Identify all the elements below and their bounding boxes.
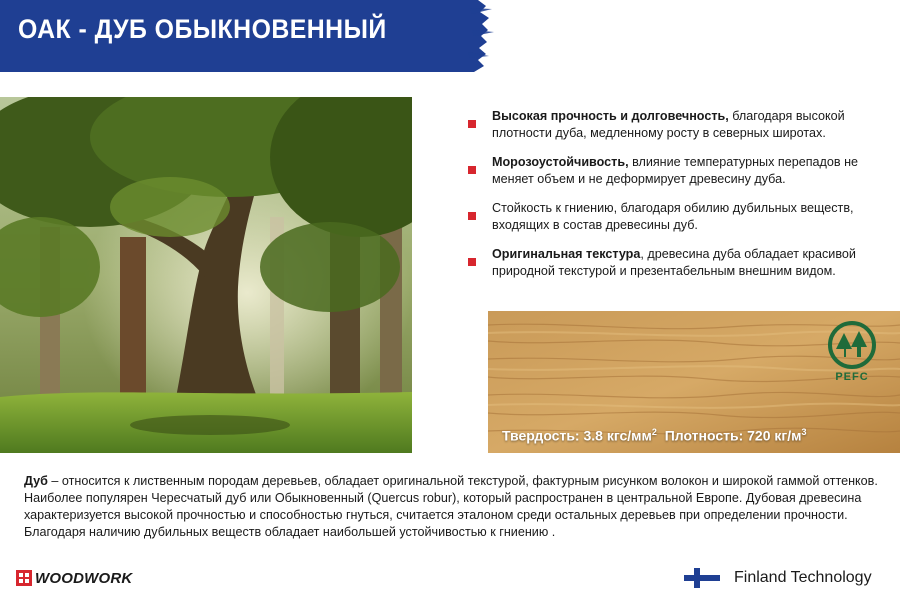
feature-title: Оригинальная текстура: [492, 247, 641, 261]
logo-text: WOODWORK: [35, 569, 133, 587]
pefc-tree-logo-icon: [824, 319, 880, 371]
oak-wood-texture-panel: [488, 311, 900, 453]
features-list: [466, 108, 896, 292]
finland-technology: [684, 567, 872, 589]
description-term: Дуб: [24, 474, 48, 488]
hardness-unit-superscript: 2: [651, 427, 657, 438]
woodwork-logo: [16, 568, 132, 588]
feature-text: Стойкость к гниению, благодаря обилию дубильных веществ, входящих в состав древесины дуб.: [492, 201, 854, 232]
red-square-bullet-icon: [468, 258, 476, 266]
feature-text: благодаря высокой плотности дуба, медленному росту в северных широтах.: [492, 109, 845, 140]
red-square-bullet-icon: [468, 166, 476, 174]
description-text: – относится к лиственным породам деревьев, обладает оригинальной текстурой, фактурным рисунком волокон и широкой гаммой оттенков. Наиболее популярен Чересчатый дуб или Обыкновенный (Quercus robur), который распространен в центральной Европе. Дубовая древесина характеризуется высокой прочностью и способностью гнуться, считается эталоном среди остальных деревьев при определении прочности. Благодаря наличию дубильных веществ обладает наибольшей устойчивостью к гниению .: [24, 474, 878, 539]
feature-item-frost-resistance: [466, 154, 896, 188]
header-banner: [0, 0, 900, 80]
oak-description: [24, 473, 884, 541]
feature-title: Высокая прочность и долговечность,: [492, 109, 729, 123]
wood-properties-caption: [502, 427, 807, 444]
density-value: Плотность: 720 кг/м: [664, 428, 802, 444]
woodwork-window-icon: [16, 570, 32, 586]
red-square-bullet-icon: [468, 120, 476, 128]
red-square-bullet-icon: [468, 212, 476, 220]
hardness-value: Твердость: 3.8 кгс/мм: [502, 428, 652, 444]
feature-item-texture: [466, 246, 896, 280]
page-title: ОАК - ДУБ ОБЫКНОВЕННЫЙ: [18, 14, 387, 44]
feature-text: влияние температурных перепадов не меняет объем и не деформирует древесину дуба.: [492, 155, 859, 186]
density-unit-superscript: 3: [801, 427, 807, 438]
pefc-badge: [824, 319, 880, 395]
feature-title: Морозоустойчивость,: [492, 155, 629, 169]
pefc-label: PEFC: [835, 371, 869, 383]
footer-tagline: Finland Technology: [734, 569, 872, 586]
feature-item-strength: [466, 108, 896, 142]
feature-item-rot-resistance: [466, 200, 896, 234]
oak-forest-photo: [0, 97, 412, 453]
finland-flag-icon: [684, 568, 720, 588]
feature-text: , древесина дуба обладает красивой природной текстурой и презентабельным внешним видом.: [492, 247, 856, 278]
